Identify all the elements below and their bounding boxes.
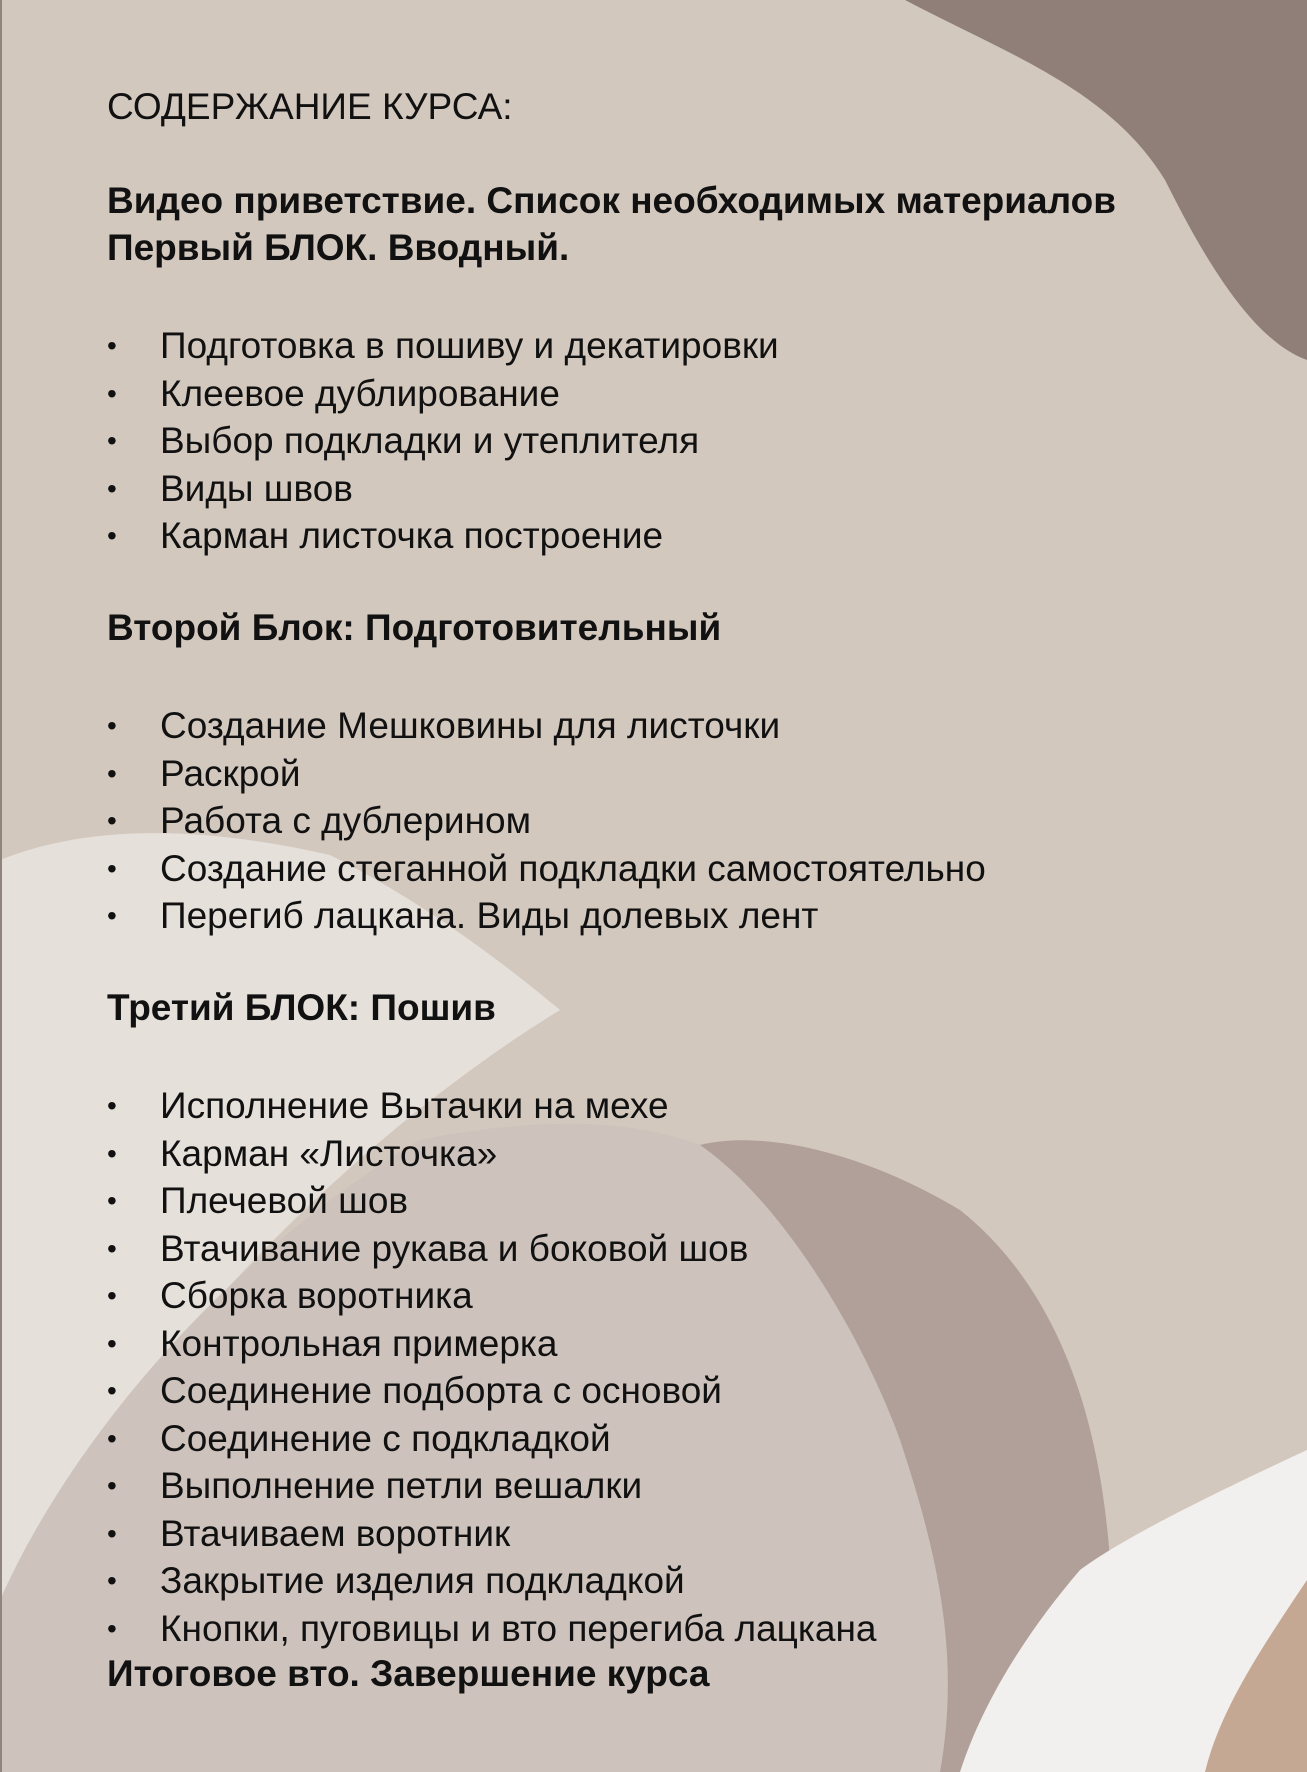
bullet-icon: • (107, 330, 117, 361)
list-item-label: Плечевой шов (160, 1180, 409, 1221)
list-item-label: Виды швов (160, 467, 353, 509)
list-item-label: Создание Мешковины для листочки (160, 705, 781, 746)
list-item (107, 1272, 876, 1320)
list-item-label: Карман «Листочка» (160, 1132, 498, 1174)
list-item-label: Подготовка в пошиву и декатировки (160, 325, 779, 366)
list-item-label: Втачивание рукава и боковой шов (160, 1227, 749, 1269)
block1-list (107, 322, 779, 560)
list-item-label: Исполнение Вытачки на мехе (160, 1085, 669, 1126)
list-item (107, 1415, 876, 1463)
bullet-icon: • (107, 1422, 117, 1454)
list-item (107, 845, 986, 893)
list-item-label: Выбор подкладки и утеплителя (160, 420, 700, 461)
bullet-icon: • (107, 710, 117, 741)
bullet-icon: • (107, 1517, 117, 1549)
bullet-icon: • (107, 425, 117, 456)
left-border-line (0, 0, 2, 1772)
bullet-icon: • (107, 1137, 117, 1169)
block3-heading: Третий БЛОК: Пошив (107, 987, 496, 1028)
bullet-icon: • (107, 520, 117, 551)
list-item-label: Перегиб лацкана. Виды долевых лент (160, 895, 819, 936)
list-item-label: Выполнение петли вешалки (160, 1465, 643, 1506)
list-item-label: Кнопки, пуговицы и вто перегиба лацкана (160, 1607, 877, 1649)
list-item-label: Создание стеганной подкладки самостоятельно (160, 847, 986, 889)
list-item-label: Сборка воротника (160, 1275, 473, 1316)
bullet-icon: • (107, 1232, 117, 1264)
page-title: СОДЕРЖАНИЕ КУРСА: (107, 86, 513, 127)
list-item (107, 1367, 876, 1415)
list-item (107, 702, 986, 750)
list-item-label: Клеевое дублирование (160, 372, 560, 414)
bullet-icon: • (107, 1470, 117, 1501)
block3-list (107, 1082, 876, 1652)
bullet-icon: • (107, 1185, 117, 1216)
list-item (107, 417, 779, 465)
bullet-icon: • (107, 1327, 117, 1359)
list-item-label: Работа с дублерином (160, 800, 532, 841)
bullet-icon: • (107, 1090, 117, 1121)
block2-heading: Второй Блок: Подготовительный (107, 607, 722, 648)
bullet-icon: • (107, 805, 117, 836)
list-item (107, 1462, 876, 1510)
list-item-label: Соединение с подкладкой (160, 1417, 611, 1459)
bullet-icon: • (107, 900, 117, 931)
list-item (107, 1177, 876, 1225)
list-item (107, 1225, 876, 1273)
list-item (107, 1130, 876, 1178)
bullet-icon: • (107, 852, 117, 884)
list-item (107, 797, 986, 845)
final-heading: Итоговое вто. Завершение курса (107, 1653, 710, 1694)
list-item (107, 750, 986, 798)
bullet-icon: • (107, 757, 117, 789)
list-item (107, 1557, 876, 1605)
bullet-icon: • (107, 1280, 117, 1311)
bullet-icon: • (107, 1565, 117, 1596)
block1-heading: Первый БЛОК. Вводный. (107, 227, 570, 268)
list-item-label: Закрытие изделия подкладкой (160, 1560, 685, 1601)
list-item (107, 322, 779, 370)
bullet-icon: • (107, 377, 117, 409)
list-item (107, 892, 986, 940)
list-item (107, 1510, 876, 1558)
list-item (107, 465, 779, 513)
list-item (107, 1320, 876, 1368)
list-item-label: Карман листочка построение (160, 515, 664, 556)
list-item (107, 1605, 876, 1653)
list-item-label: Втачиваем воротник (160, 1512, 511, 1554)
bullet-icon: • (107, 1612, 117, 1644)
welcome-heading: Видео приветствие. Список необходимых материалов (107, 180, 1116, 221)
list-item-label: Раскрой (160, 752, 301, 794)
bullet-icon: • (107, 1375, 117, 1406)
list-item-label: Контрольная примерка (160, 1322, 558, 1364)
bullet-icon: • (107, 472, 117, 504)
list-item (107, 370, 779, 418)
list-item (107, 512, 779, 560)
block2-list (107, 702, 986, 940)
list-item-label: Соединение подборта с основой (160, 1370, 722, 1411)
list-item (107, 1082, 876, 1130)
